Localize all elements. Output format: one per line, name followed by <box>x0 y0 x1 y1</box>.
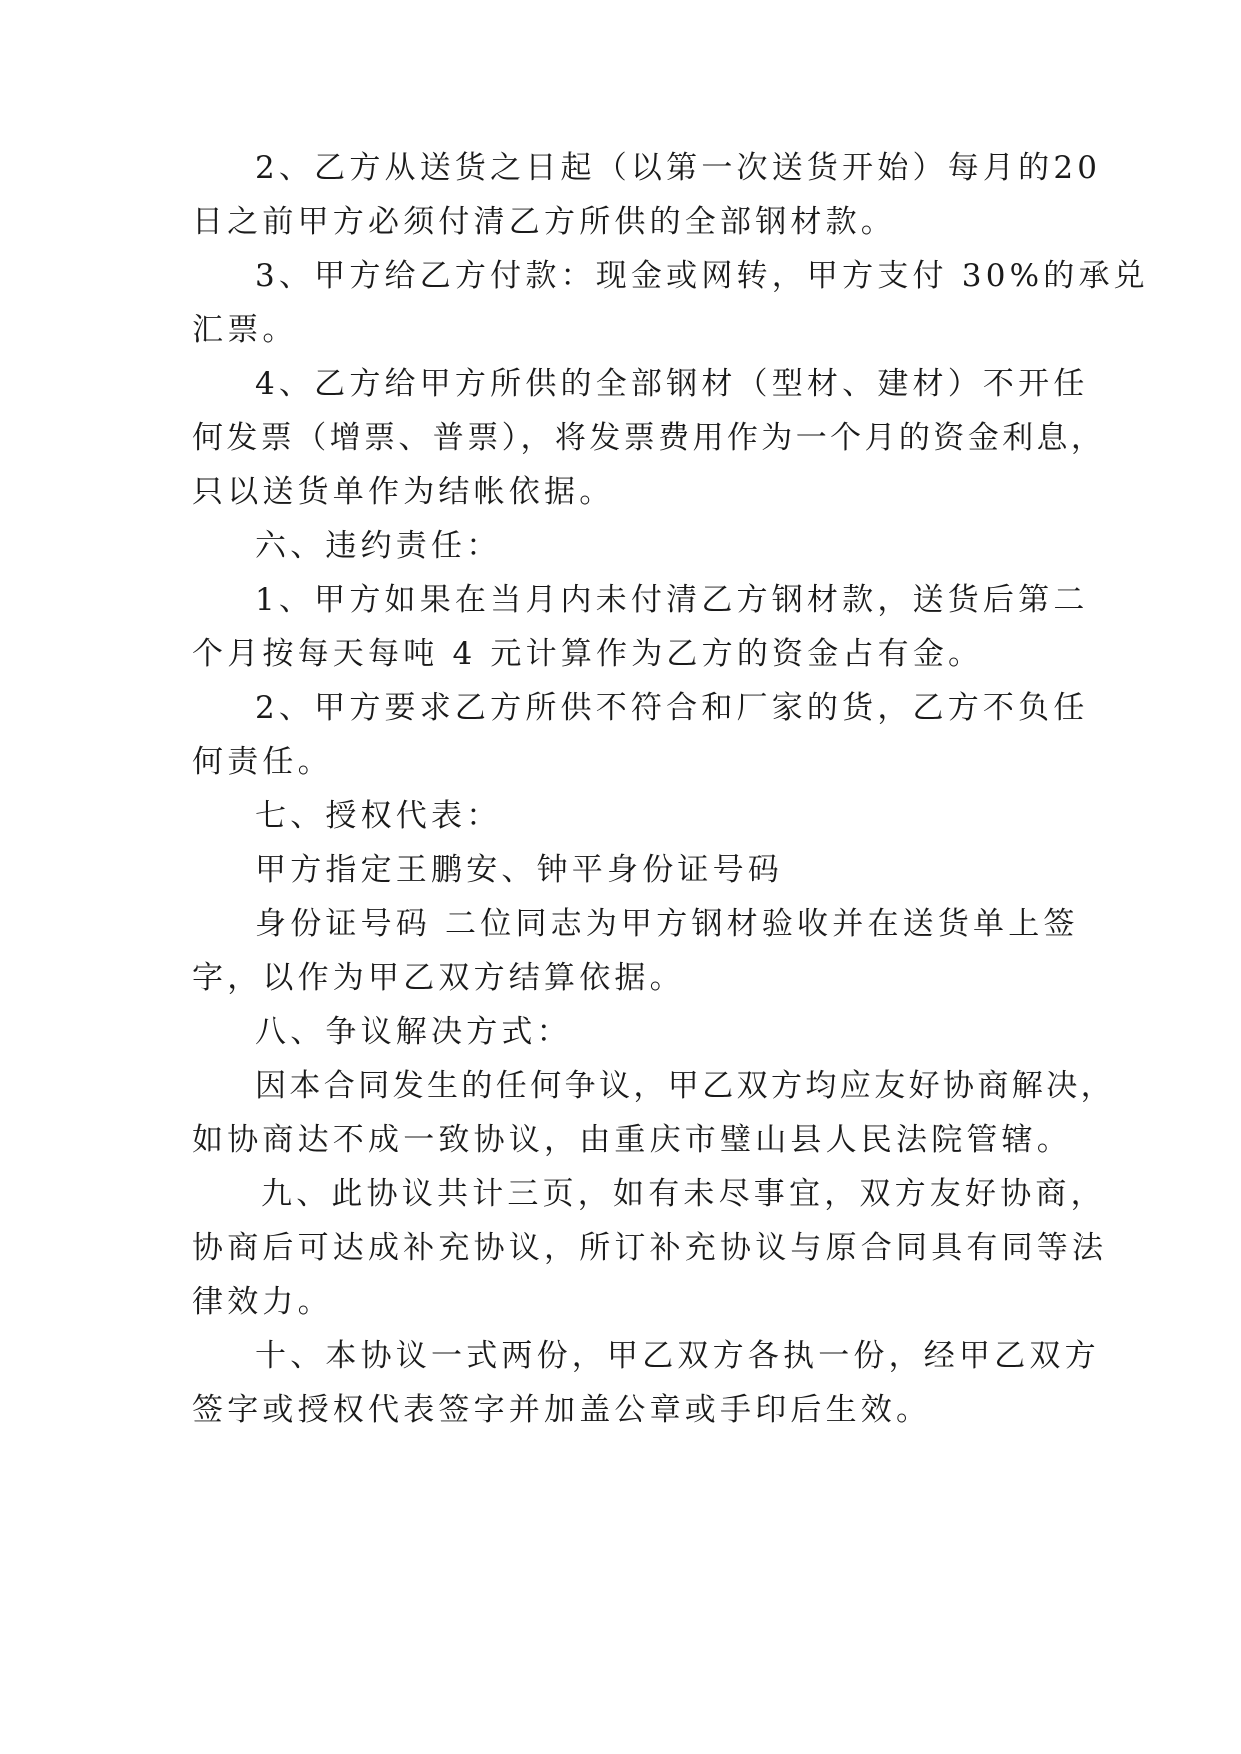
text-line: 3、甲方给乙方付款：现金或网转，甲方支付 30%的承兑 <box>255 258 1149 294</box>
text-line: 因本合同发生的任何争议，甲乙双方均应友好协商解决， <box>255 1068 1115 1104</box>
text-line: 4、乙方给甲方所供的全部钢材（型材、建材）不开任 <box>255 366 1089 402</box>
section-heading: 八、争议解决方式： <box>255 1014 572 1050</box>
text-line: 2、乙方从送货之日起（以第一次送货开始）每月的20 <box>255 150 1102 186</box>
text-line: 身份证号码 二位同志为甲方钢材验收并在送货单上签 <box>255 906 1079 942</box>
text-line: 日之前甲方必须付清乙方所供的全部钢材款。 <box>192 204 896 240</box>
text-line: 十、本协议一式两份，甲乙双方各执一份，经甲乙双方 <box>255 1338 1100 1374</box>
text-line: 2、甲方要求乙方所供不符合和厂家的货，乙方不负任 <box>255 690 1089 726</box>
text-line: 只以送货单作为结帐依据。 <box>192 474 615 510</box>
text-line: 汇票。 <box>192 312 298 348</box>
section-heading: 七、授权代表： <box>255 798 502 834</box>
text-line: 个月按每天每吨 4 元计算作为乙方的资金占有金。 <box>192 636 984 672</box>
text-line: 签字或授权代表签字并加盖公章或手印后生效。 <box>192 1392 932 1428</box>
text-line: 字，以作为甲乙双方结算依据。 <box>192 960 685 996</box>
section-heading: 六、违约责任： <box>255 528 502 564</box>
text-line: 如协商达不成一致协议，由重庆市璧山县人民法院管辖。 <box>192 1122 1072 1158</box>
text-line: 律效力。 <box>192 1284 333 1320</box>
text-line: 1、甲方如果在当月内未付清乙方钢材款，送货后第二 <box>255 582 1089 618</box>
text-line: 协商后可达成补充协议，所订补充协议与原合同具有同等法 <box>192 1230 1108 1266</box>
text-line: 九、此协议共计三页，如有未尽事宜，双方友好协商， <box>261 1176 1106 1212</box>
text-line: 何发票（增票、普票），将发票费用作为一个月的资金利息， <box>192 420 1106 456</box>
text-line: 甲方指定王鹏安、钟平身份证号码 <box>255 852 783 888</box>
text-line: 何责任。 <box>192 744 333 780</box>
